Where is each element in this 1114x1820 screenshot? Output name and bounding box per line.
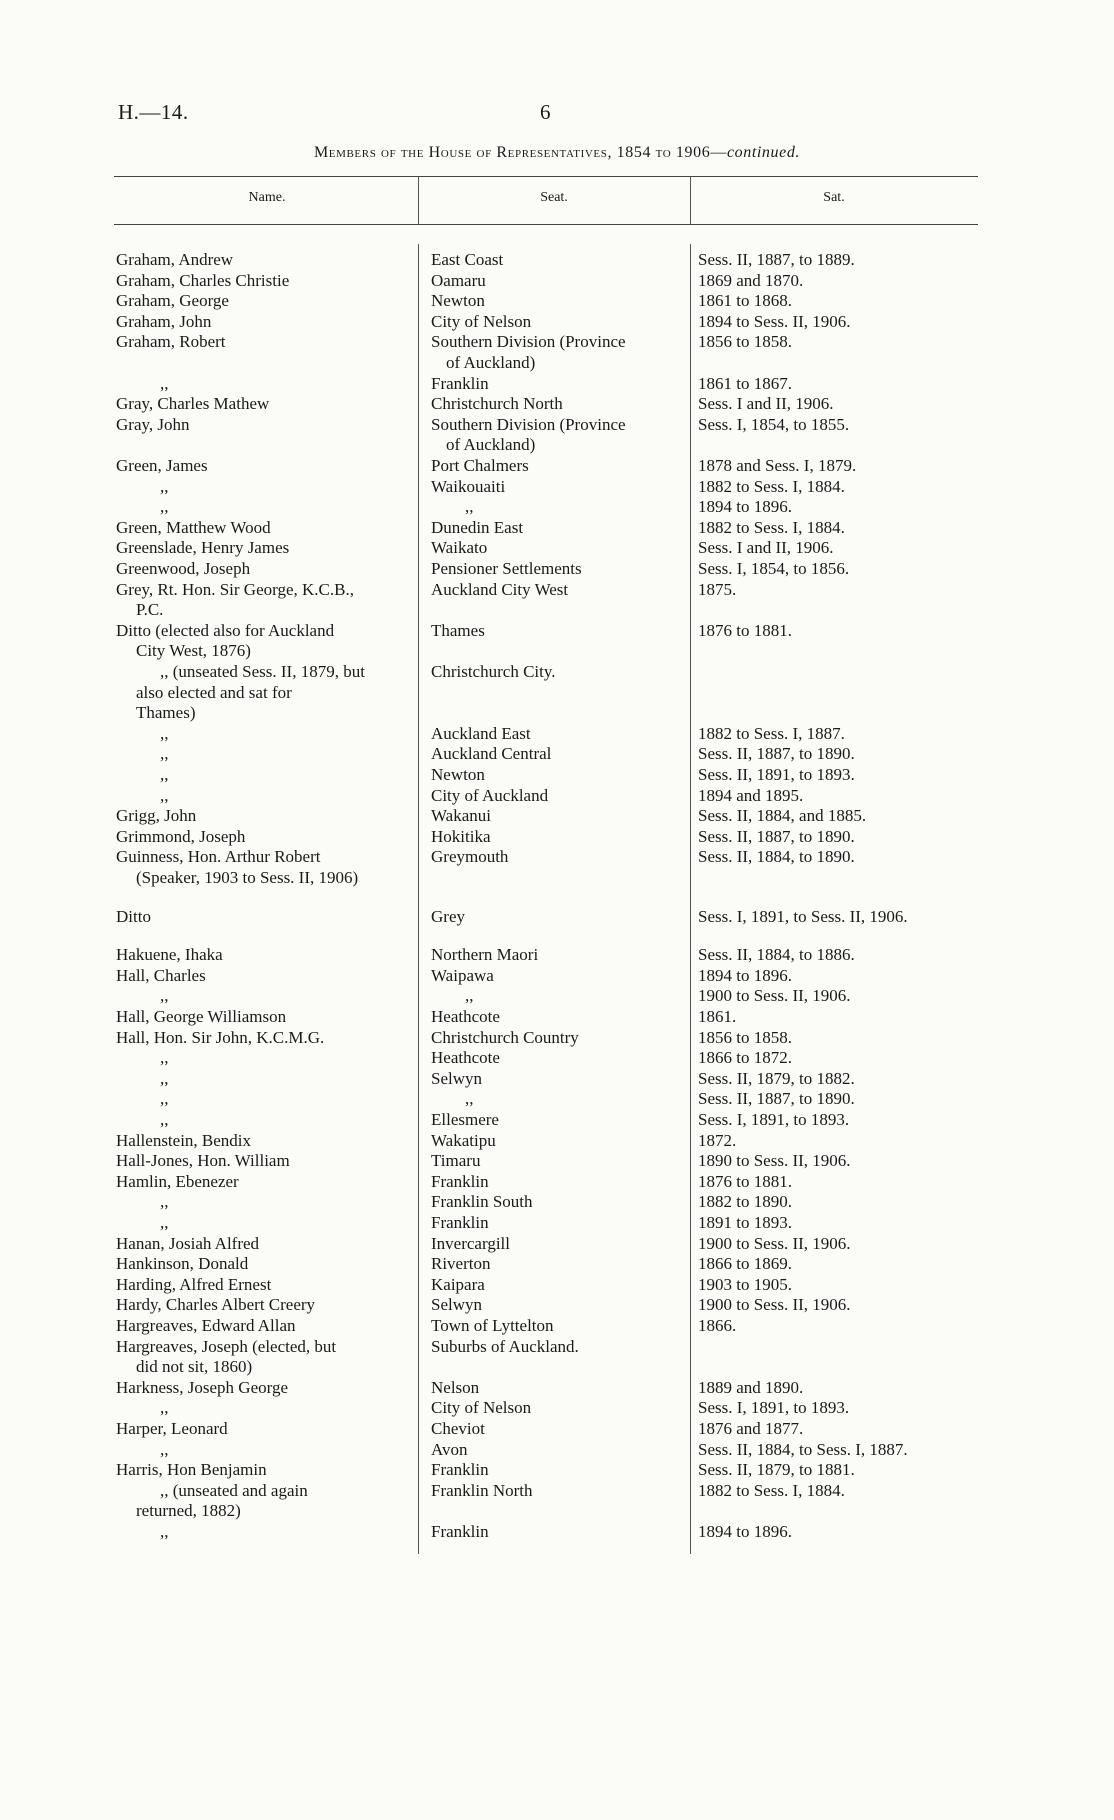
seat-name: Waipawa: [431, 965, 494, 985]
sat-period: Sess. II, 1887, to 1889.: [698, 250, 855, 269]
sat-period: 1866 to 1872.: [698, 1048, 792, 1068]
sat-period: 1894 to 1896.: [698, 965, 792, 985]
member-name: Gray, John: [116, 414, 190, 434]
sat-period: 1903 to 1905.: [698, 1274, 792, 1294]
seat-name: Riverton: [431, 1254, 491, 1274]
member-name: ,,: [160, 1192, 169, 1212]
seat-name: Wakatipu: [431, 1130, 496, 1150]
seat-name: Southern Division (Province: [431, 332, 626, 352]
member-name: Greenwood, Joseph: [116, 559, 251, 578]
sat-period: Sess. I, 1891, to 1893.: [698, 1398, 850, 1418]
sat-period: Sess. I and II, 1906.: [698, 538, 834, 558]
sat-period: 1878 and Sess. I, 1879.: [698, 456, 857, 475]
member-name: City West, 1876): [136, 641, 251, 661]
member-name: ,,: [160, 497, 169, 517]
member-name: ,, (unseated Sess. II, 1879, but: [160, 662, 365, 681]
seat-name: Auckland East: [431, 723, 531, 743]
member-name: Gray, Charles Mathew: [116, 394, 270, 414]
member-name: Graham, Andrew: [116, 250, 234, 269]
sat-period: 1876 to 1881.: [698, 620, 792, 640]
sat-period: 1861.: [698, 1007, 737, 1026]
seat-name: Grey: [431, 906, 465, 926]
member-name: Hall, Hon. Sir John, K.C.M.G.: [116, 1027, 325, 1047]
sat-period: Sess. I, 1891, to Sess. II, 1906.: [698, 906, 908, 926]
sat-period: 1882 to Sess. I, 1884.: [698, 1480, 845, 1500]
seat-name: ,,: [465, 986, 474, 1006]
seat-name: Greymouth: [431, 847, 509, 867]
seat-name: Newton: [431, 765, 485, 784]
member-name: Harding, Alfred Ernest: [116, 1274, 272, 1294]
sat-period: 1856 to 1858.: [698, 332, 792, 352]
seat-name: ,,: [465, 497, 474, 517]
sat-period: 1891 to 1893.: [698, 1213, 792, 1232]
member-name: ,,: [160, 744, 169, 764]
seat-name: Invercargill: [431, 1233, 510, 1253]
seat-name: Kaipara: [431, 1274, 485, 1294]
member-name: Hall-Jones, Hon. William: [116, 1151, 290, 1171]
sat-period: 1866.: [698, 1316, 737, 1335]
seat-name: Selwyn: [431, 1295, 482, 1315]
title-text: Members of the House of Representatives, 1854 to 1906—: [313, 144, 727, 161]
member-name: Harper, Leonard: [116, 1419, 228, 1438]
seat-name: Selwyn: [431, 1068, 482, 1088]
seat-name: Christchurch Country: [431, 1027, 579, 1047]
seat-name: Thames: [431, 620, 485, 640]
seat-name: Wakanui: [431, 806, 491, 826]
member-name: ,,: [160, 723, 169, 743]
member-name: Hanan, Josiah Alfred: [116, 1233, 260, 1253]
column-header-name: Name.: [248, 190, 286, 205]
table-top-rule: [114, 176, 978, 177]
member-name: ,,: [160, 1398, 169, 1418]
sat-period: 1882 to 1890.: [698, 1192, 792, 1212]
seat-name: Franklin: [431, 373, 489, 393]
sat-period: Sess. I, 1891, to 1893.: [698, 1110, 850, 1129]
sat-period: 1889 and 1890.: [698, 1377, 804, 1397]
member-name: Graham, Robert: [116, 332, 226, 352]
sat-period: 1882 to Sess. I, 1884.: [698, 476, 845, 496]
sat-period: 1869 and 1870.: [698, 270, 804, 290]
sat-period: 1882 to Sess. I, 1887.: [698, 723, 845, 743]
member-name: Graham, George: [116, 291, 229, 311]
member-name: Hargreaves, Joseph (elected, but: [116, 1336, 337, 1356]
seat-name: of Auckland): [446, 353, 536, 372]
sat-period: Sess. II, 1887, to 1890.: [698, 826, 855, 846]
sat-period: Sess. II, 1884, and 1885.: [698, 806, 867, 826]
member-name: Guinness, Hon. Arthur Robert: [116, 847, 321, 867]
seat-name: Dunedin East: [431, 517, 524, 537]
seat-name: Southern Division (Province: [431, 414, 626, 434]
seat-name: City of Auckland: [431, 785, 549, 805]
member-name: Green, Matthew Wood: [116, 517, 271, 537]
member-name: Grey, Rt. Hon. Sir George, K.C.B.,: [116, 579, 354, 599]
seat-name: Auckland City West: [431, 579, 569, 599]
member-name: Hardy, Charles Albert Creery: [116, 1295, 316, 1315]
seat-name: Suburbs of Auckland.: [431, 1336, 579, 1356]
sat-period: 1900 to Sess. II, 1906.: [698, 986, 851, 1006]
sat-period: 1900 to Sess. II, 1906.: [698, 1295, 851, 1315]
sat-period: Sess. II, 1891, to 1893.: [698, 765, 855, 784]
member-name: ,,: [160, 1110, 169, 1129]
seat-name: Auckland Central: [431, 744, 552, 764]
seat-name: Timaru: [431, 1151, 481, 1171]
seat-name: Franklin North: [431, 1480, 533, 1500]
seat-name: Christchurch North: [431, 394, 563, 414]
sat-period: Sess. I, 1854, to 1856.: [698, 559, 850, 578]
page-number: 6: [540, 100, 551, 124]
column-header-seat: Seat.: [540, 190, 568, 205]
sat-period: Sess. I, 1854, to 1855.: [698, 414, 850, 434]
sat-period: 1872.: [698, 1130, 737, 1150]
member-name: Hallenstein, Bendix: [116, 1130, 252, 1150]
sat-period: 1876 and 1877.: [698, 1419, 804, 1438]
sat-period: Sess. II, 1879, to 1881.: [698, 1460, 855, 1480]
sat-period: 1894 to 1896.: [698, 1522, 792, 1541]
member-name: did not sit, 1860): [136, 1357, 253, 1377]
sat-period: 1866 to 1869.: [698, 1254, 792, 1274]
seat-name: Newton: [431, 291, 485, 311]
member-name: Ditto: [116, 906, 151, 926]
member-name: Harris, Hon Benjamin: [116, 1460, 267, 1480]
seat-name: Port Chalmers: [431, 456, 529, 475]
sat-period: 1882 to Sess. I, 1884.: [698, 517, 845, 537]
member-name: Hall, Charles: [116, 965, 206, 985]
member-name: Ditto (elected also for Auckland: [116, 620, 335, 640]
member-name: Greenslade, Henry James: [116, 538, 290, 558]
seat-name: Cheviot: [431, 1419, 485, 1438]
seat-name: Franklin: [431, 1460, 489, 1480]
member-name: ,,: [160, 373, 169, 393]
sat-period: 1875.: [698, 579, 737, 599]
seat-name: Christchurch City.: [431, 662, 556, 681]
member-name: ,, (unseated and again: [160, 1480, 308, 1500]
seat-name: East Coast: [431, 250, 504, 269]
document-title: [0, 144, 1114, 162]
member-name: ,,: [160, 1089, 169, 1109]
member-name: ,,: [160, 1068, 169, 1088]
seat-name: Ellesmere: [431, 1110, 499, 1129]
sat-period: Sess. I and II, 1906.: [698, 394, 834, 414]
seat-name: Franklin South: [431, 1192, 533, 1212]
member-name: ,,: [160, 1439, 169, 1459]
seat-name: Franklin: [431, 1171, 489, 1191]
seat-name: Avon: [431, 1439, 468, 1459]
sat-period: 1894 to Sess. II, 1906.: [698, 311, 851, 331]
seat-name: Waikato: [431, 538, 488, 558]
member-name: Hamlin, Ebenezer: [116, 1171, 239, 1191]
sat-period: 1861 to 1867.: [698, 373, 792, 393]
member-name: Green, James: [116, 456, 208, 475]
document-id: H.—14.: [118, 100, 189, 124]
member-name: Graham, Charles Christie: [116, 270, 290, 290]
seat-name: Town of Lyttelton: [431, 1316, 554, 1335]
sat-period: Sess. II, 1884, to 1890.: [698, 847, 855, 867]
seat-name: ,,: [465, 1089, 474, 1109]
seat-name: Nelson: [431, 1377, 480, 1397]
sat-period: Sess. II, 1887, to 1890.: [698, 744, 855, 764]
seat-name: City of Nelson: [431, 311, 532, 331]
seat-name: Heathcote: [431, 1048, 500, 1068]
member-name: Graham, John: [116, 311, 212, 331]
sat-period: Sess. II, 1879, to 1882.: [698, 1068, 855, 1088]
member-name: Hankinson, Donald: [116, 1254, 249, 1274]
member-name: Thames): [136, 703, 196, 723]
sat-period: 1876 to 1881.: [698, 1171, 792, 1191]
sat-period: 1890 to Sess. II, 1906.: [698, 1151, 851, 1171]
member-name: Hargreaves, Edward Allan: [116, 1316, 296, 1335]
member-name: ,,: [160, 1213, 169, 1232]
sat-period: Sess. II, 1887, to 1890.: [698, 1089, 855, 1109]
member-name: ,,: [160, 1522, 169, 1541]
member-name: Grigg, John: [116, 806, 197, 826]
member-name: Grimmond, Joseph: [116, 826, 246, 846]
seat-name: Oamaru: [431, 270, 486, 290]
sat-period: 1856 to 1858.: [698, 1027, 792, 1047]
column-header-sat: Sat.: [823, 190, 845, 205]
seat-name: City of Nelson: [431, 1398, 532, 1418]
member-name: Hakuene, Ihaka: [116, 945, 223, 965]
member-name: returned, 1882): [136, 1501, 241, 1521]
seat-name: Waikouaiti: [431, 476, 506, 496]
member-name: ,,: [160, 785, 169, 805]
member-name: Hall, George Williamson: [116, 1007, 287, 1026]
sat-period: Sess. II, 1884, to 1886.: [698, 945, 855, 965]
sat-period: 1861 to 1868.: [698, 291, 792, 311]
seat-name: Heathcote: [431, 1007, 500, 1026]
member-name: (Speaker, 1903 to Sess. II, 1906): [136, 868, 359, 887]
title-continued: continued.: [726, 144, 801, 161]
sat-period: 1894 to 1896.: [698, 497, 792, 517]
seat-name: Franklin: [431, 1213, 489, 1232]
seat-name: Pensioner Settlements: [431, 559, 582, 578]
seat-name: of Auckland): [446, 435, 536, 455]
sat-period: 1894 and 1895.: [698, 785, 804, 805]
member-name: Harkness, Joseph George: [116, 1377, 289, 1397]
seat-name: Northern Maori: [431, 945, 539, 965]
member-name: P.C.: [136, 600, 164, 620]
member-name: ,,: [160, 1048, 169, 1068]
member-name: ,,: [160, 765, 169, 784]
seat-name: Franklin: [431, 1522, 489, 1541]
sat-period: 1900 to Sess. II, 1906.: [698, 1233, 851, 1253]
seat-name: Hokitika: [431, 826, 491, 846]
member-name: ,,: [160, 986, 169, 1006]
header-bottom-rule: [114, 224, 978, 225]
sat-period: Sess. II, 1884, to Sess. I, 1887.: [698, 1439, 908, 1459]
member-name: ,,: [160, 476, 169, 496]
member-name: also elected and sat for: [136, 682, 292, 702]
